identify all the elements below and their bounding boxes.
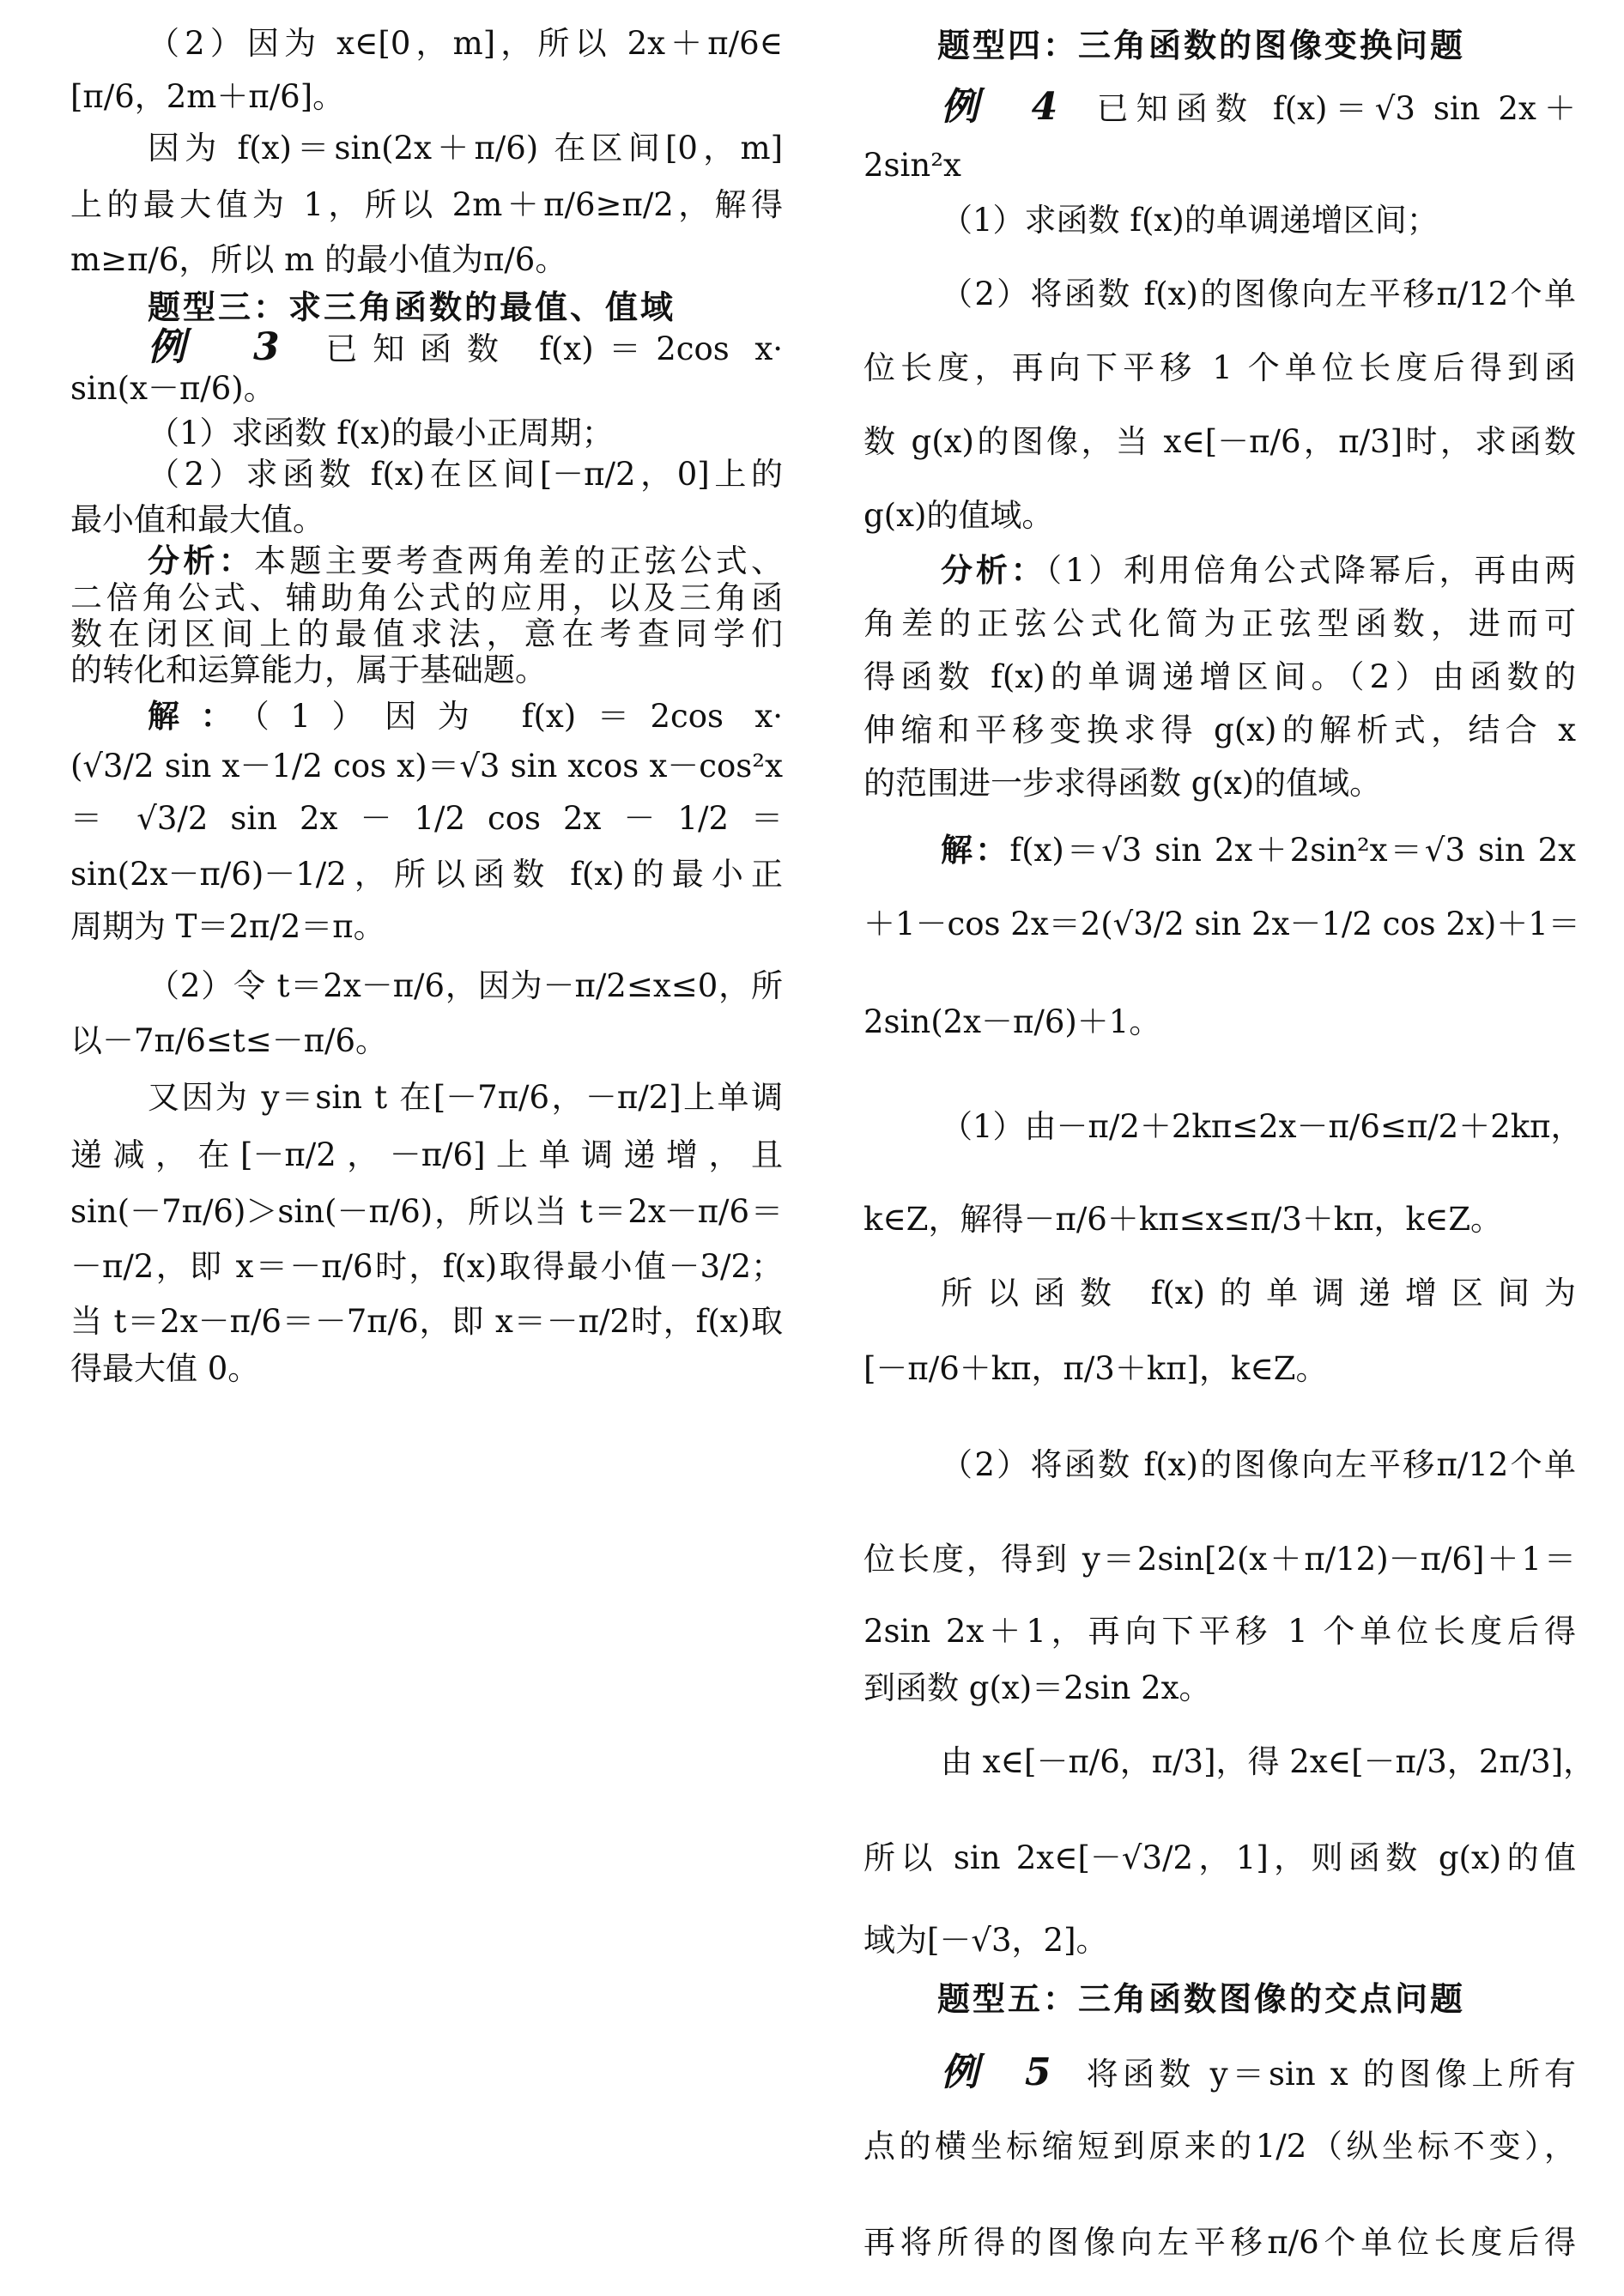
text-line: 2sin²x bbox=[864, 147, 961, 184]
text-line: 最小值和最大值。 bbox=[70, 501, 324, 538]
text-line: －π/2，即 x＝－π/6时，f(x)取得最小值－3/2； bbox=[70, 1248, 783, 1285]
text-line: 以－7π/6≤t≤－π/6。 bbox=[70, 1022, 388, 1059]
text-line: 伸缩和平移变换求得 g(x)的解析式，结合 x bbox=[864, 712, 1576, 748]
text-line: 角差的正弦公式化简为正弦型函数，进而可 bbox=[864, 605, 1576, 642]
example-label: 例 5 bbox=[941, 2051, 1063, 2094]
text-line: k∈Z，解得－π/6＋kπ≤x≤π/3＋kπ，k∈Z。 bbox=[864, 1201, 1503, 1238]
text-line: 数在闭区间上的最值求法，意在考查同学们 bbox=[70, 615, 783, 652]
text-line: 所以函数 f(x)的单调递增区间为 bbox=[941, 1275, 1576, 1312]
text-line: 因为 f(x)＝sin(2x＋π/6) 在区间[0，m] bbox=[148, 130, 783, 167]
example-line: 例 4 已知函数 f(x)＝√3 sin 2x＋ bbox=[941, 85, 1577, 129]
text-line: 2sin(2x－π/6)＋1。 bbox=[864, 1003, 1161, 1040]
text-line: sin(x－π/6)。 bbox=[70, 370, 276, 407]
text-line: 到函数 g(x)＝2sin 2x。 bbox=[864, 1669, 1211, 1706]
text-line: ＝ √3/2 sin 2x － 1/2 cos 2x － 1/2 ＝ bbox=[70, 800, 783, 837]
text-line: 又因为 y＝sin t 在[－7π/6，－π/2]上单调 bbox=[148, 1079, 783, 1116]
text-line: m≥π/6，所以 m 的最小值为π/6。 bbox=[70, 241, 567, 278]
text-line: 得最大值 0。 bbox=[70, 1350, 260, 1387]
text-line: 位长度，再向下平移 1 个单位长度后得到函 bbox=[864, 349, 1576, 386]
text-line: (√3/2 sin x－1/2 cos x)＝√3 sin xcos x－cos²x bbox=[70, 748, 783, 785]
text-line: 分析：（1）利用倍角公式降幂后，再由两 bbox=[941, 552, 1577, 589]
text-line: sin(2x－π/6)－1/2，所以函数 f(x)的最小正 bbox=[70, 856, 783, 893]
solution-label: 解： bbox=[148, 698, 254, 735]
section-heading: 题型五：三角函数图像的交点问题 bbox=[937, 1980, 1466, 2018]
section-heading: 题型三：求三角函数的最值、值域 bbox=[148, 288, 676, 326]
text-line: （2）因为 x∈[0，m]，所以 2x＋π/6∈ bbox=[148, 25, 783, 62]
solution-label: 解： bbox=[941, 832, 1010, 869]
text-line: （2）将函数 f(x)的图像向左平移π/12个单 bbox=[941, 1446, 1576, 1483]
example-label: 例 3 bbox=[148, 325, 292, 369]
text-line: 得函数 f(x)的单调递增区间。（2）由函数的 bbox=[864, 658, 1576, 695]
text-line: （2）将函数 f(x)的图像向左平移π/12个单 bbox=[941, 276, 1576, 312]
text-line: 所以 sin 2x∈[－√3/2，1]，则函数 g(x)的值 bbox=[864, 1839, 1576, 1876]
text-line: 当 t＝2x－π/6＝－7π/6，即 x＝－π/2时，f(x)取 bbox=[70, 1303, 783, 1340]
text-line: 数 g(x)的图像，当 x∈[－π/6，π/3]时，求函数 bbox=[864, 423, 1576, 460]
text-line: 分析：本题主要考查两角差的正弦公式、 bbox=[148, 542, 784, 579]
text-line: 由 x∈[－π/6，π/3]，得 2x∈[－π/3，2π/3]， bbox=[941, 1743, 1596, 1780]
text-line: [π/6，2m＋π/6]。 bbox=[70, 78, 345, 115]
text-line: 位长度，得到 y＝2sin[2(x＋π/12)－π/6]＋1＝ bbox=[864, 1541, 1576, 1578]
section-heading: 题型四：三角函数的图像变换问题 bbox=[937, 27, 1466, 64]
text-line: 二倍角公式、辅助角公式的应用，以及三角函 bbox=[70, 579, 783, 616]
text-line: （2）求函数 f(x)在区间[－π/2，0]上的 bbox=[148, 456, 783, 493]
text-line: 递减，在[－π/2，－π/6]上单调递增，且 bbox=[70, 1136, 783, 1173]
text-line: （1）求函数 f(x)的最小正周期； bbox=[148, 415, 614, 451]
text-line: 的范围进一步求得函数 g(x)的值域。 bbox=[864, 765, 1382, 802]
text-line: 周期为 T＝2π/2＝π。 bbox=[70, 908, 385, 945]
text-line: sin(－7π/6)＞sin(－π/6)，所以当 t＝2x－π/6＝ bbox=[70, 1193, 783, 1230]
text-line: 解：f(x)＝√3 sin 2x＋2sin²x＝√3 sin 2x bbox=[941, 832, 1577, 869]
example-line: 例 3 已知函数 f(x)＝2cos x· bbox=[148, 325, 783, 369]
text-line: 2sin 2x＋1，再向下平移 1 个单位长度后得 bbox=[864, 1613, 1576, 1650]
text-line: 上的最大值为 1，所以 2m＋π/6≥π/2，解得 bbox=[70, 186, 783, 223]
text-line: （1）求函数 f(x)的单调递增区间； bbox=[941, 202, 1439, 239]
text-line: g(x)的值域。 bbox=[864, 497, 1054, 534]
text-line: ＋1－cos 2x＝2(√3/2 sin 2x－1/2 cos 2x)＋1＝ bbox=[864, 906, 1580, 942]
text-line: 域为[－√3，2]。 bbox=[864, 1922, 1108, 1959]
text-line: 点的横坐标缩短到原来的1/2（纵坐标不变）， bbox=[864, 2128, 1576, 2165]
example-label: 例 4 bbox=[941, 85, 1070, 129]
text-line: （2）令 t＝2x－π/6，因为－π/2≤x≤0，所 bbox=[148, 967, 783, 1004]
text-line: 的转化和运算能力，属于基础题。 bbox=[70, 651, 547, 688]
text-line: [－π/6＋kπ，π/3＋kπ]，k∈Z。 bbox=[864, 1350, 1328, 1387]
analysis-label: 分析： bbox=[148, 542, 255, 579]
text-line: （1）由－π/2＋2kπ≤2x－π/6≤π/2＋2kπ， bbox=[941, 1108, 1583, 1145]
example-line: 例 5 将函数 y＝sin x 的图像上所有 bbox=[941, 2051, 1576, 2094]
text-line: 再将所得的图像向左平移π/6个单位长度后得 bbox=[864, 2224, 1576, 2261]
analysis-label: 分析： bbox=[941, 552, 1046, 589]
text-line: 解：（1）因为 f(x)＝2cos x· bbox=[148, 698, 783, 735]
